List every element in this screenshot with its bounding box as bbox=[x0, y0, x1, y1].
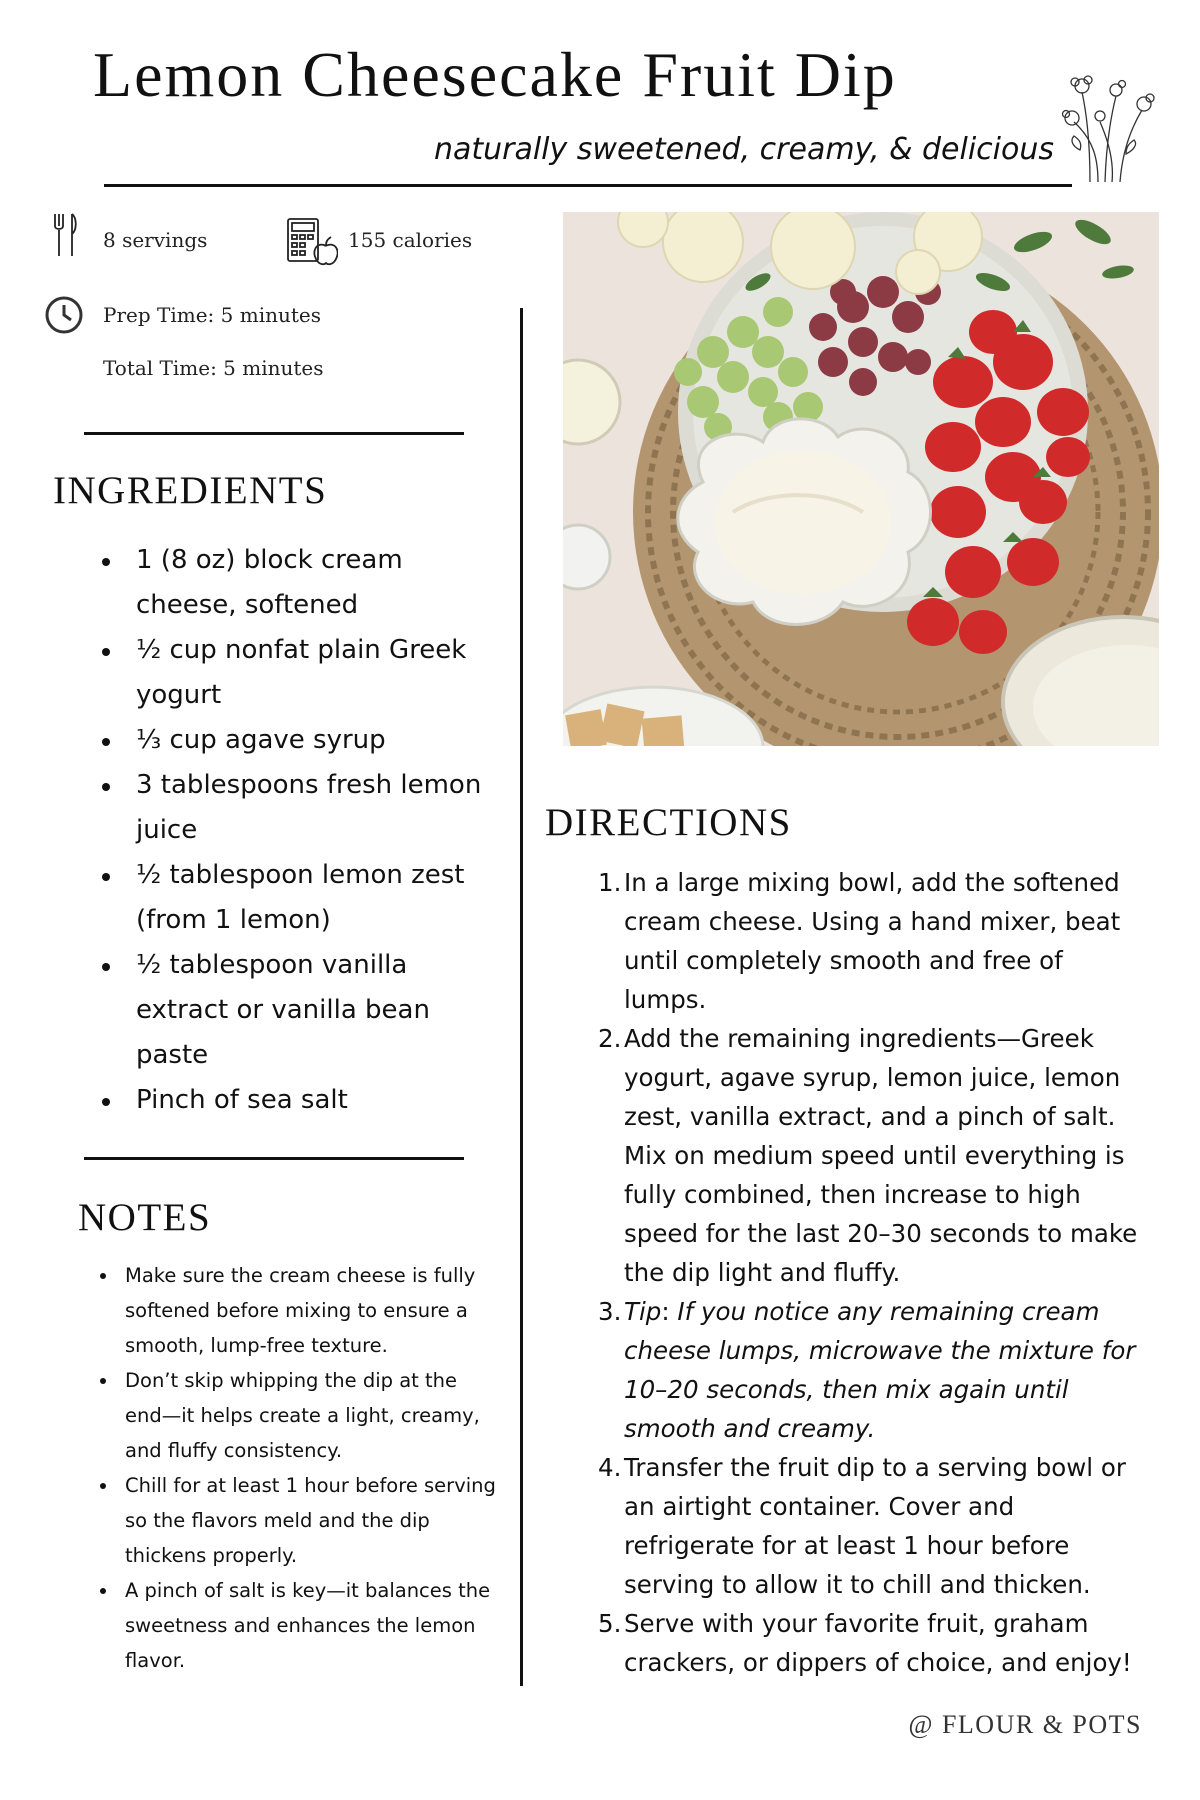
list-item: ½ cup nonfat plain Greek yogurt bbox=[100, 628, 500, 718]
step-number: 2. bbox=[598, 1024, 622, 1053]
recipe-photo bbox=[563, 212, 1159, 746]
step-text: Add the remaining ingredients—Greek yogurt, agave syrup, lemon juice, lemon zest, vanilla extract, and a pinch of salt. Mix on medium speed until everything is fully combined, then increase to high speed for the last 20–30 seconds to make the dip light and fluffy. bbox=[624, 1024, 1138, 1287]
list-item: Make sure the cream cheese is fully softened before mixing to ensure a smooth, lump-free texture. bbox=[98, 1258, 498, 1363]
list-item: Don’t skip whipping the dip at the end—it helps create a light, creamy, and fluffy consistency. bbox=[98, 1363, 498, 1468]
tip-separator: : bbox=[661, 1297, 678, 1326]
list-item: ½ tablespoon vanilla extract or vanilla bean paste bbox=[100, 943, 500, 1078]
prep-time: Prep Time: 5 minutes bbox=[103, 303, 321, 327]
column-divider bbox=[520, 308, 523, 1686]
direction-step bbox=[598, 1448, 1138, 1604]
brand-credit: @ FLOUR & POTS bbox=[908, 1710, 1142, 1739]
step-text: Serve with your favorite fruit, graham crackers, or dippers of choice, and enjoy! bbox=[624, 1609, 1132, 1677]
list-item: ½ tablespoon lemon zest (from 1 lemon) bbox=[100, 853, 500, 943]
ingredients-list bbox=[100, 538, 500, 1123]
list-item: ⅓ cup agave syrup bbox=[100, 718, 500, 763]
recipe-subtitle: naturally sweetened, creamy, & delicious bbox=[433, 132, 1054, 167]
direction-step bbox=[598, 1292, 1138, 1448]
list-item: 1 (8 oz) block cream cheese, softened bbox=[100, 538, 500, 628]
section-divider bbox=[84, 1157, 464, 1160]
ingredients-heading: INGREDIENTS bbox=[53, 469, 328, 512]
list-item: A pinch of salt is key—it balances the sweetness and enhances the lemon flavor. bbox=[98, 1573, 498, 1678]
step-number: 1. bbox=[598, 868, 622, 897]
header-divider bbox=[104, 184, 1072, 187]
clock-icon bbox=[44, 295, 84, 335]
fork-knife-icon bbox=[52, 212, 78, 258]
direction-step bbox=[598, 863, 1138, 1019]
direction-step bbox=[598, 1604, 1138, 1682]
step-number: 5. bbox=[598, 1609, 622, 1638]
list-item: Pinch of sea salt bbox=[100, 1078, 500, 1123]
directions-list bbox=[598, 863, 1138, 1682]
direction-step bbox=[598, 1019, 1138, 1292]
step-number: 4. bbox=[598, 1453, 622, 1482]
section-divider bbox=[84, 432, 464, 435]
step-text: Transfer the fruit dip to a serving bowl or an airtight container. Cover and refrigerate for at least 1 hour before serving to allow it to chill and thicken. bbox=[624, 1453, 1126, 1599]
list-item: Chill for at least 1 hour before serving so the flavors meld and the dip thickens properly. bbox=[98, 1468, 498, 1573]
calculator-apple-icon bbox=[286, 217, 338, 267]
recipe-title: Lemon Cheesecake Fruit Dip bbox=[93, 39, 897, 110]
directions-heading: DIRECTIONS bbox=[545, 801, 792, 844]
calories-label: 155 calories bbox=[348, 228, 473, 252]
total-time: Total Time: 5 minutes bbox=[103, 356, 324, 380]
notes-heading: NOTES bbox=[78, 1196, 212, 1239]
step-text: If you notice any remaining cream cheese lumps, microwave the mixture for 10–20 seconds, then mix again until smooth and creamy. bbox=[624, 1297, 1136, 1443]
servings-label: 8 servings bbox=[103, 228, 208, 252]
tip-label: Tip bbox=[624, 1297, 662, 1326]
flowers-illustration bbox=[1060, 70, 1160, 185]
step-text: In a large mixing bowl, add the softened cream cheese. Using a hand mixer, beat until completely smooth and free of lumps. bbox=[624, 868, 1121, 1014]
list-item: 3 tablespoons fresh lemon juice bbox=[100, 763, 500, 853]
step-number: 3. bbox=[598, 1297, 622, 1326]
notes-list bbox=[98, 1258, 498, 1678]
